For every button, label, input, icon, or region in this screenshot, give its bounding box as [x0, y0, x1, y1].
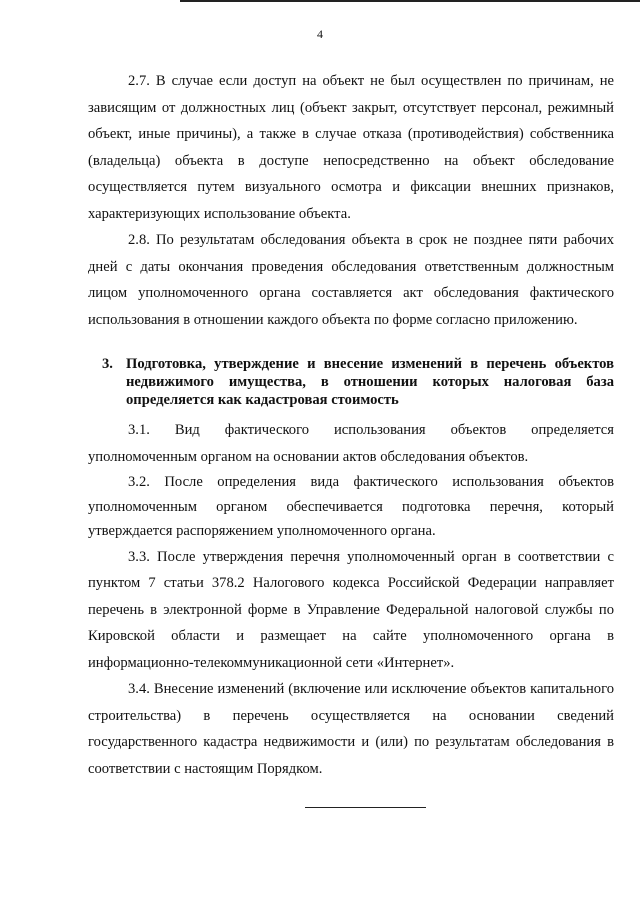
end-of-document-line	[305, 807, 426, 808]
paragraph-2-8: 2.8. По результатам обследования объекта в срок не позднее пяти рабочих дней с даты окончания проведения обследования ответственным должностным лицом уполномоченного органа составляется акт обследования фактического использования в отношении каждого объекта по форме согласно приложению.	[88, 232, 614, 328]
paragraph-3-3: 3.3. После утверждения перечня уполномоченный орган в соответствии с пунктом 7 статьи 378.2 Налогового кодекса Российской Федерации направляет перечень в электронной форме в Управление Федеральной налоговой службы по Кировской области и размещает на сайте уполномоченного органа в информационно-телекоммуникационной сети «Интернет».	[88, 548, 614, 671]
paragraph-3-4: 3.4. Внесение изменений (включение или исключение объектов капитального строительства) в перечень осуществляется на основании сведений государственного кадастра недвижимости и (или) по результатам обследования в соответствии с настоящим Порядком.	[88, 681, 614, 777]
paragraph-3-1: 3.1. Вид фактического использования объектов определяется уполномоченным органом на основании актов обследования объектов.	[88, 422, 614, 465]
paragraph-2-7: 2.7. В случае если доступ на объект не был осуществлен по причинам, не зависящим от должностных лиц (объект закрыт, отсутствует персонал, режимный объект, иные причины), а также в случае отказа (противодействия) собственника (владельца) объекта в доступе непосредственно на объект обследование осуществляется путем визуального осмотра и фиксации внешних признаков, характеризующих использование объекта.	[88, 73, 614, 222]
paragraph-3-2: 3.2. После определения вида фактического использования объектов уполномоченным органом обеспечивается подготовка перечня, который утверждается распоряжением уполномоченного органа.	[88, 474, 614, 539]
section-number: 3.	[102, 356, 113, 372]
page-number: 4	[317, 27, 323, 41]
top-border-line	[180, 0, 640, 2]
section-heading-3	[88, 355, 614, 409]
section-title: Подготовка, утверждение и внесение изменений в перечень объектов недвижимого имущества, в отношении которых налоговая база определяется как кадастровая стоимость	[126, 356, 614, 408]
document-body	[88, 68, 614, 782]
